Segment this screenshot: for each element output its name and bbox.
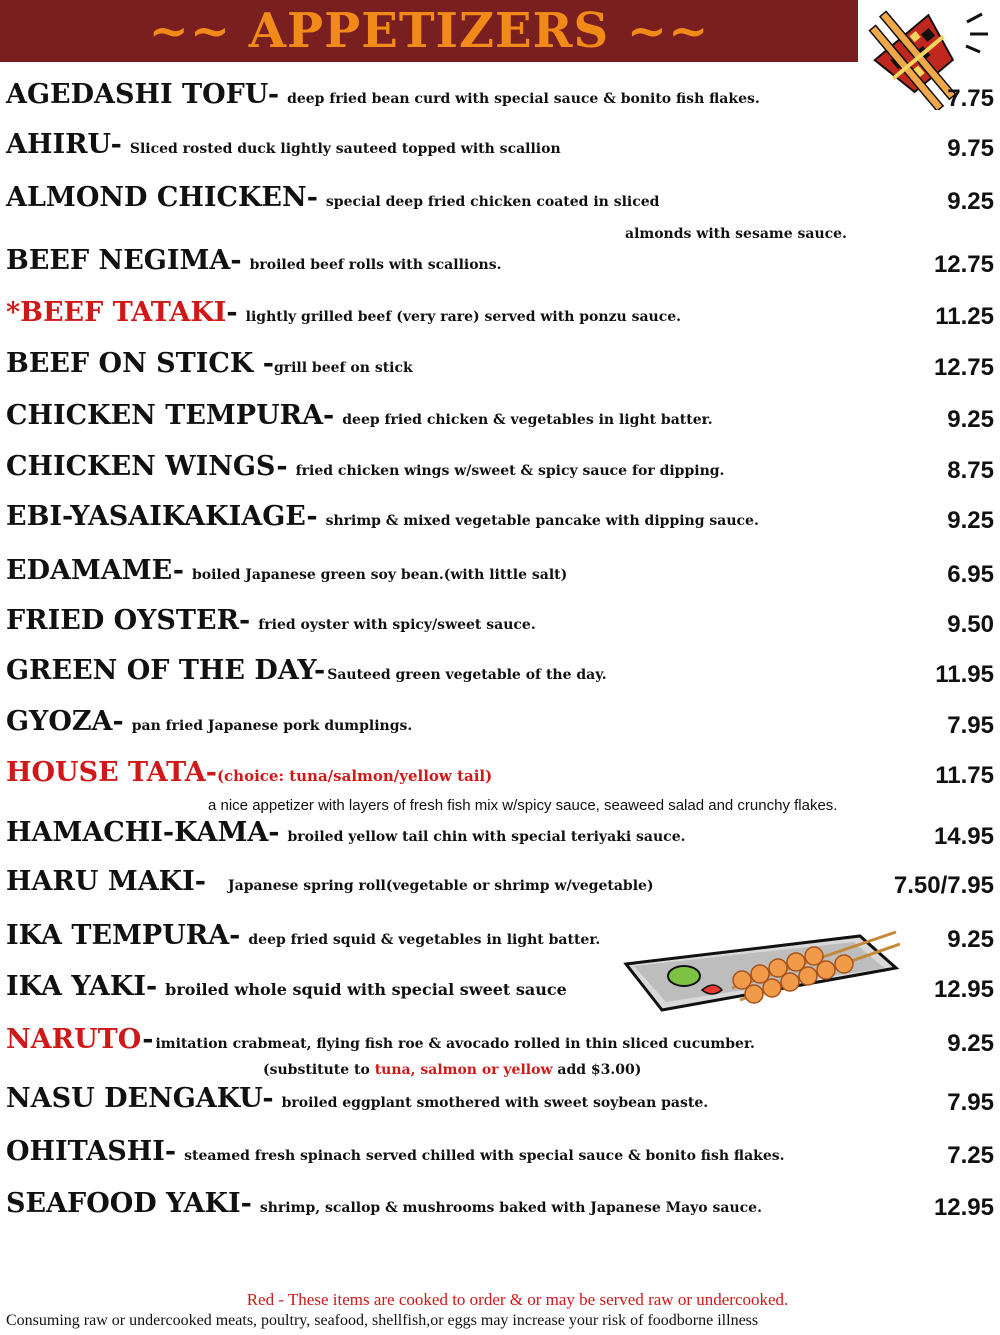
menu-item: NARUTO- imitation crabmeat, flying fish roe & avocado rolled in thin sliced cucumber. 9.25: [6, 1024, 994, 1057]
item-price: 7.25: [947, 1142, 994, 1169]
item-price: 7.75: [947, 85, 994, 112]
menu-item: HARU MAKI- Japanese spring roll(vegetable or shrimp w/vegetable) 7.50/7.95: [6, 866, 994, 899]
item-description: grill beef on stick: [273, 360, 413, 376]
item-description: imitation crabmeat, flying fish roe & avocado rolled in thin sliced cucumber.: [155, 1036, 755, 1052]
menu-item: IKA YAKI- broiled whole squid with special sweet sauce 12.95: [6, 971, 994, 1003]
item-description: Sauteed green vegetable of the day.: [327, 667, 607, 683]
item-price: 12.75: [933, 354, 994, 381]
item-name: HARU MAKI: [6, 866, 195, 897]
item-description: pan fried Japanese pork dumplings.: [131, 718, 413, 734]
item-description: deep fried bean curd with special sauce & bonito fish flakes.: [287, 91, 760, 107]
item-name: HAMACHI-KAMA: [6, 817, 269, 848]
menu-item: HAMACHI-KAMA- broiled yellow tail chin with special teriyaki sauce. 14.95: [6, 817, 994, 850]
item-description: broiled whole squid with special sweet sauce: [165, 980, 567, 999]
item-name: BEEF ON STICK: [6, 348, 254, 379]
item-name: AHIRU: [6, 129, 111, 160]
item-description: fried oyster with spicy/sweet sauce.: [258, 617, 536, 633]
item-price: 7.50/7.95: [893, 872, 994, 899]
item-name: AGEDASHI TOFU: [6, 79, 268, 110]
health-warning: Consuming raw or undercooked meats, poultry, seafood, shellfish,or eggs may increase your risk of foodborne illness: [6, 1312, 759, 1329]
item-description-continued: a nice appetizer with layers of fresh fish mix w/spicy sauce, seaweed salad and crunchy flakes.: [208, 797, 838, 814]
menu-item: CHICKEN WINGS- fried chicken wings w/sweet & spicy sauce for dipping. 8.75: [6, 451, 994, 484]
page-title: ~~ APPETIZERS ~~: [148, 3, 710, 59]
item-description: Sliced rosted duck lightly sauteed topped with scallion: [129, 141, 561, 157]
item-description: broiled eggplant smothered with sweet soybean paste.: [281, 1095, 709, 1111]
item-name: SEAFOOD YAKI: [6, 1188, 241, 1219]
item-description: broiled yellow tail chin with special teriyaki sauce.: [287, 829, 686, 845]
item-description: broiled beef rolls with scallions.: [249, 257, 502, 273]
item-name: OHITASHI: [6, 1136, 165, 1167]
item-price: 9.25: [947, 406, 994, 433]
item-name: CHICKEN TEMPURA: [6, 400, 324, 431]
item-description: steamed fresh spinach served chilled with special sauce & bonito fish flakes.: [184, 1148, 785, 1164]
item-price: 12.75: [933, 251, 994, 278]
menu-item: AHIRU- Sliced rosted duck lightly sauteed topped with scallion 9.75: [6, 129, 994, 162]
item-name: ALMOND CHICKEN: [6, 182, 307, 213]
item-substitute-note: (substitute to tuna, salmon or yellow add $3.00): [263, 1062, 642, 1078]
item-name: IKA YAKI: [6, 971, 146, 1002]
item-price: 9.25: [947, 507, 994, 534]
menu-item: HOUSE TATA-(choice: tuna/salmon/yellow tail) 11.75: [6, 757, 994, 789]
item-price: 11.75: [935, 762, 994, 789]
menu-item: IKA TEMPURA- deep fried squid & vegetables in light batter. 9.25: [6, 920, 994, 953]
item-price: 12.95: [933, 1194, 994, 1221]
item-price: 9.25: [947, 1030, 994, 1057]
raw-food-note: Red - These items are cooked to order & or may be served raw or undercooked.: [246, 1290, 789, 1309]
item-description: boiled Japanese green soy bean.(with little salt): [191, 567, 568, 583]
item-name: HOUSE TATA: [6, 757, 206, 788]
item-name: FRIED OYSTER: [6, 605, 240, 636]
menu-item: EDAMAME- boiled Japanese green soy bean.(with little salt) 6.95: [6, 555, 994, 588]
item-description: deep fried squid & vegetables in light batter.: [248, 932, 601, 948]
item-description: deep fried chicken & vegetables in light batter.: [342, 412, 713, 428]
menu-item: CHICKEN TEMPURA- deep fried chicken & vegetables in light batter. 9.25: [6, 400, 994, 433]
item-name: GYOZA: [6, 706, 113, 737]
menu-item: FRIED OYSTER- fried oyster with spicy/sweet sauce. 9.50: [6, 605, 994, 638]
menu-item: ALMOND CHICKEN- special deep fried chicken coated in sliced 9.25: [6, 182, 994, 215]
menu-item: AGEDASHI TOFU- deep fried bean curd with special sauce & bonito fish flakes. 7.75: [6, 79, 994, 112]
menu-item: SEAFOOD YAKI- shrimp, scallop & mushrooms baked with Japanese Mayo sauce. 12.95: [6, 1188, 994, 1221]
item-name: *BEEF TATAKI: [6, 297, 227, 328]
item-price: 14.95: [933, 823, 994, 850]
item-description: shrimp, scallop & mushrooms baked with Japanese Mayo sauce.: [259, 1200, 762, 1216]
menu-item: GYOZA- pan fried Japanese pork dumplings. 7.95: [6, 706, 994, 739]
item-name: EBI-YASAIKAKIAGE: [6, 501, 307, 532]
item-description: Japanese spring roll(vegetable or shrimp w/vegetable): [228, 878, 654, 894]
item-name: CHICKEN WINGS: [6, 451, 277, 482]
menu-item: OHITASHI- steamed fresh spinach served chilled with special sauce & bonito fish flakes. 7.25: [6, 1136, 994, 1169]
item-price: 6.95: [947, 561, 994, 588]
menu-item: NASU DENGAKU- broiled eggplant smothered with sweet soybean paste. 7.95: [6, 1083, 994, 1116]
menu-item: *BEEF TATAKI- lightly grilled beef (very rare) served with ponzu sauce. 11.25: [6, 297, 994, 330]
item-description: special deep fried chicken coated in sliced: [325, 194, 660, 210]
item-price: 11.95: [935, 661, 994, 688]
item-price: 9.25: [947, 926, 994, 953]
menu-item: GREEN OF THE DAY- Sauteed green vegetable of the day. 11.95: [6, 655, 994, 688]
item-price: 11.25: [935, 303, 994, 330]
item-name: NARUTO: [6, 1024, 143, 1055]
item-price: 7.95: [947, 712, 994, 739]
item-price: 9.25: [947, 188, 994, 215]
menu-item: BEEF NEGIMA- broiled beef rolls with scallions. 12.75: [6, 245, 994, 278]
item-description: fried chicken wings w/sweet & spicy sauce for dipping.: [295, 463, 725, 479]
item-price: 9.75: [947, 135, 994, 162]
item-name: IKA TEMPURA: [6, 920, 230, 951]
item-description: shrimp & mixed vegetable pancake with dipping sauce.: [325, 513, 759, 529]
item-description: lightly grilled beef (very rare) served with ponzu sauce.: [245, 309, 682, 325]
item-price: 7.95: [947, 1089, 994, 1116]
menu-item: EBI-YASAIKAKIAGE- shrimp & mixed vegetable pancake with dipping sauce. 9.25: [6, 501, 994, 534]
menu-item: BEEF ON STICK -grill beef on stick 12.75: [6, 348, 994, 381]
item-name: GREEN OF THE DAY: [6, 655, 314, 686]
item-name: NASU DENGAKU: [6, 1083, 263, 1114]
item-description-continued: almonds with sesame sauce.: [625, 226, 847, 242]
item-price: 12.95: [933, 976, 994, 1003]
item-description: (choice: tuna/salmon/yellow tail): [216, 767, 493, 785]
item-price: 9.50: [947, 611, 994, 638]
item-price: 8.75: [947, 457, 994, 484]
item-name: EDAMAME: [6, 555, 173, 586]
item-name: BEEF NEGIMA: [6, 245, 231, 276]
